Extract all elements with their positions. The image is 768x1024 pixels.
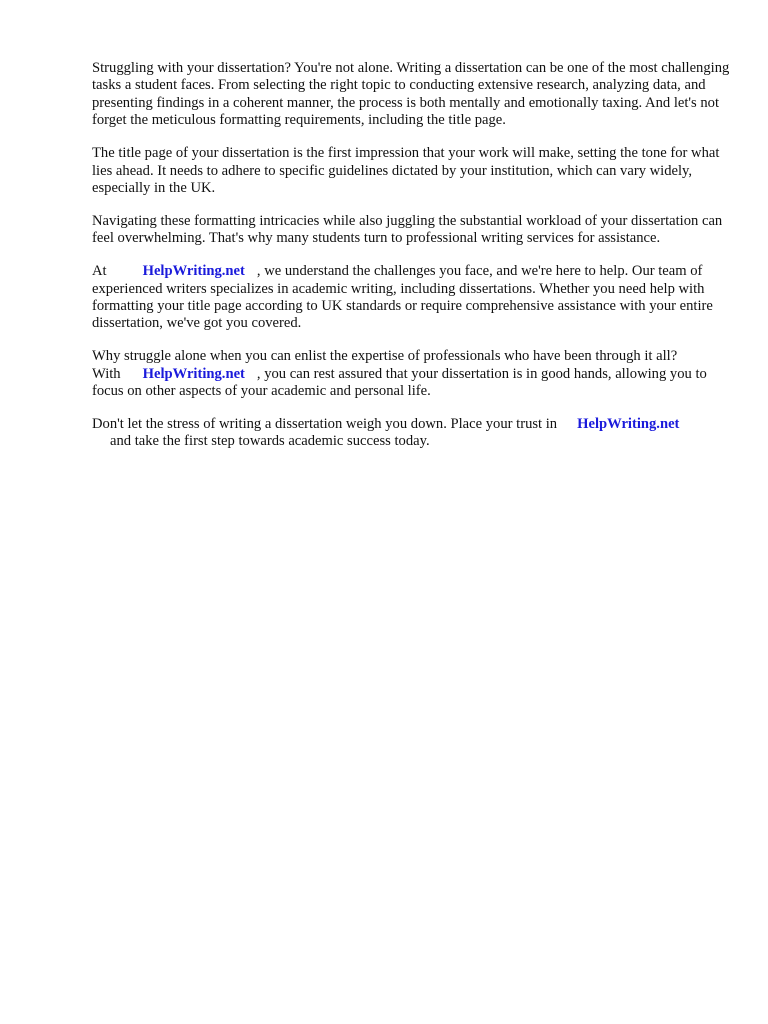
- paragraph-title-page: The title page of your dissertation is the first impression that your work will make, setting the tone for what lies ahead. It needs to adhere to specific guidelines dictated by your institution, which can vary widely, especially in the UK.: [92, 145, 720, 196]
- text-first-step: and take the first step towards academic success today.: [110, 433, 430, 450]
- paragraph-at-helpwriting: [92, 263, 732, 333]
- text-why-struggle: Why struggle alone when you can enlist the expertise of professionals who have been through it all? With: [92, 348, 678, 382]
- text-rest-assured: , you can rest assured that your dissertation is in good hands, allowing you to focus on other aspects of your academic and personal life.: [92, 365, 707, 400]
- helpwriting-link-3[interactable]: HelpWriting.net: [577, 416, 680, 432]
- text-understand: , we understand the challenges you face, and we're here to help. Our team of experienced writers specializes in academic writing, including dissertations. Whether you need help with formatting your title page according to UK standards or require comprehensive assistance with your entire dissertation, we've got you covered.: [92, 263, 713, 332]
- text-dont-let: Don't let the stress of writing a dissertation weigh you down. Place your trust in: [92, 416, 558, 432]
- helpwriting-link-2[interactable]: HelpWriting.net: [142, 365, 245, 382]
- paragraph-dont-let: [92, 416, 732, 451]
- document-body: [92, 60, 732, 466]
- helpwriting-link-1[interactable]: HelpWriting.net: [142, 263, 245, 280]
- paragraph-navigating: Navigating these formatting intricacies while also juggling the substantial workload of your dissertation can feel overwhelming. That's why many students turn to professional writing services for assistance.: [92, 212, 723, 247]
- text-at: At: [92, 263, 107, 280]
- paragraph-intro: Struggling with your dissertation? You're not alone. Writing a dissertation can be one of the most challenging tasks a student faces. From selecting the right topic to conducting extensive research, analyzing data, and presenting findings in a coherent manner, the process is both mentally and emotionally taxing. And let's not forget the meticulous formatting requirements, including the title page.: [92, 60, 730, 129]
- paragraph-why-struggle: [92, 348, 732, 400]
